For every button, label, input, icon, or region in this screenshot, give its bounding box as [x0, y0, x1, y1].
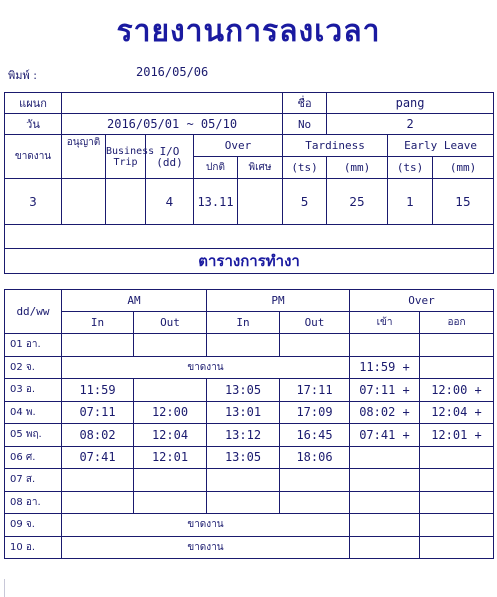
table-row: [5, 491, 494, 514]
am-header: AM: [62, 290, 207, 312]
am-in-header: In: [62, 312, 134, 334]
over-special-header: พิเศษ: [238, 157, 283, 179]
tardiness-ts-value: 5: [283, 179, 327, 225]
over-out-cell: [420, 334, 494, 357]
over-out-cell: [420, 356, 494, 379]
am-out-cell: 12:01: [134, 446, 207, 469]
am-in-cell: [62, 334, 134, 357]
summary-table: [4, 92, 494, 274]
over-in-cell: 08:02 +: [350, 401, 420, 424]
am-out-cell: [134, 379, 207, 402]
date-label: วัน: [5, 114, 62, 135]
over-out-cell: 12:04 +: [420, 401, 494, 424]
early-mm-header: (mm): [433, 157, 494, 179]
report-title: รายงานการลงเวลา: [116, 14, 381, 49]
dept-label: แผนก: [5, 93, 62, 114]
day-cell: 07 ส.: [5, 469, 62, 492]
approve-value: [62, 179, 106, 225]
day-cell: 01 อา.: [5, 334, 62, 357]
over-in-cell: 11:59 +: [350, 356, 420, 379]
tardiness-mm-header: (mm): [327, 157, 388, 179]
early-ts-header: (ts): [388, 157, 433, 179]
print-date: 2016/05/06: [136, 65, 209, 79]
pm-in-cell: 13:05: [207, 379, 280, 402]
pm-out-cell: [280, 469, 350, 492]
pm-header: PM: [207, 290, 350, 312]
over-in-header: เข้า: [350, 312, 420, 334]
pm-in-cell: 13:12: [207, 424, 280, 447]
am-in-cell: [62, 469, 134, 492]
pm-in-cell: 13:05: [207, 446, 280, 469]
name-label: ชื่อ: [283, 93, 327, 114]
over-in-cell: [350, 469, 420, 492]
over-in-cell: [350, 491, 420, 514]
day-cell: 04 พ.: [5, 401, 62, 424]
pm-out-header: Out: [280, 312, 350, 334]
table-row: [5, 424, 494, 447]
trailing-grid: [4, 579, 494, 597]
day-cell: 03 อ.: [5, 379, 62, 402]
tardiness-header: Tardiness: [283, 135, 388, 157]
business-trip-value: [106, 179, 146, 225]
table-row: [5, 536, 494, 559]
pm-in-header: In: [207, 312, 280, 334]
table-row: [5, 401, 494, 424]
over-in-cell: 07:41 +: [350, 424, 420, 447]
over-in-cell: [350, 334, 420, 357]
day-cell: 06 ศ.: [5, 446, 62, 469]
pm-out-cell: 16:45: [280, 424, 350, 447]
pm-in-cell: [207, 469, 280, 492]
no-value: 2: [327, 114, 494, 135]
over-out-cell: 12:01 +: [420, 424, 494, 447]
pm-out-cell: 17:11: [280, 379, 350, 402]
early-ts-value: 1: [388, 179, 433, 225]
am-out-cell: [134, 491, 207, 514]
dept-value: [62, 93, 283, 114]
over-out-cell: 12:00 +: [420, 379, 494, 402]
pm-in-cell: 13:01: [207, 401, 280, 424]
early-leave-header: Early Leave: [388, 135, 494, 157]
over-out-cell: [420, 491, 494, 514]
am-in-cell: 11:59: [62, 379, 134, 402]
pm-out-cell: [280, 491, 350, 514]
pm-in-cell: [207, 491, 280, 514]
am-in-cell: 08:02: [62, 424, 134, 447]
schedule-section-title: ตารางการทำงา: [5, 249, 494, 274]
absent-cell: ขาดงาน: [62, 356, 350, 379]
over-out-cell: [420, 536, 494, 559]
pm-out-cell: 18:06: [280, 446, 350, 469]
pm-in-cell: [207, 334, 280, 357]
am-out-cell: 12:00: [134, 401, 207, 424]
early-mm-value: 15: [433, 179, 494, 225]
day-cell: 09 จ.: [5, 514, 62, 537]
io-header: I/O (dd): [146, 135, 194, 179]
print-label: พิมพ์ :: [8, 69, 37, 82]
no-label: No: [283, 114, 327, 135]
tardiness-mm-value: 25: [327, 179, 388, 225]
date-value: 2016/05/01 ~ 05/10: [62, 114, 283, 135]
over-in-cell: [350, 514, 420, 537]
am-out-cell: [134, 469, 207, 492]
spacer-row: [5, 225, 494, 249]
over-in-cell: [350, 446, 420, 469]
table-row: [5, 514, 494, 537]
over-in-cell: [350, 536, 420, 559]
over-out-cell: [420, 514, 494, 537]
over-out-cell: [420, 446, 494, 469]
schedule-table: [4, 289, 494, 559]
name-value: pang: [327, 93, 494, 114]
absent-value: 3: [5, 179, 62, 225]
absent-cell: ขาดงาน: [62, 514, 350, 537]
am-out-cell: [134, 334, 207, 357]
am-in-cell: 07:11: [62, 401, 134, 424]
approve-header: อนุญาติ: [62, 135, 106, 179]
am-out-cell: 12:04: [134, 424, 207, 447]
tardiness-ts-header: (ts): [283, 157, 327, 179]
day-cell: 05 พฤ.: [5, 424, 62, 447]
table-row: [5, 356, 494, 379]
over-in-cell: 07:11 +: [350, 379, 420, 402]
pm-out-cell: 17:09: [280, 401, 350, 424]
table-row: [5, 446, 494, 469]
io-value: 4: [146, 179, 194, 225]
day-header: dd/ww: [5, 290, 62, 334]
over-special-value: [238, 179, 283, 225]
business-trip-header: Business Trip: [106, 135, 146, 179]
over-out-header: ออก: [420, 312, 494, 334]
table-row: [5, 334, 494, 357]
over-normal-value: 13.11: [194, 179, 238, 225]
table-row: [5, 469, 494, 492]
over-schedule-header: Over: [350, 290, 494, 312]
am-out-header: Out: [134, 312, 207, 334]
day-cell: 10 อ.: [5, 536, 62, 559]
table-row: [5, 379, 494, 402]
am-in-cell: 07:41: [62, 446, 134, 469]
day-cell: 02 จ.: [5, 356, 62, 379]
day-cell: 08 อา.: [5, 491, 62, 514]
over-header: Over: [194, 135, 283, 157]
over-normal-header: ปกติ: [194, 157, 238, 179]
pm-out-cell: [280, 334, 350, 357]
over-out-cell: [420, 469, 494, 492]
absent-header: ขาดงาน: [5, 135, 62, 179]
absent-cell: ขาดงาน: [62, 536, 350, 559]
am-in-cell: [62, 491, 134, 514]
